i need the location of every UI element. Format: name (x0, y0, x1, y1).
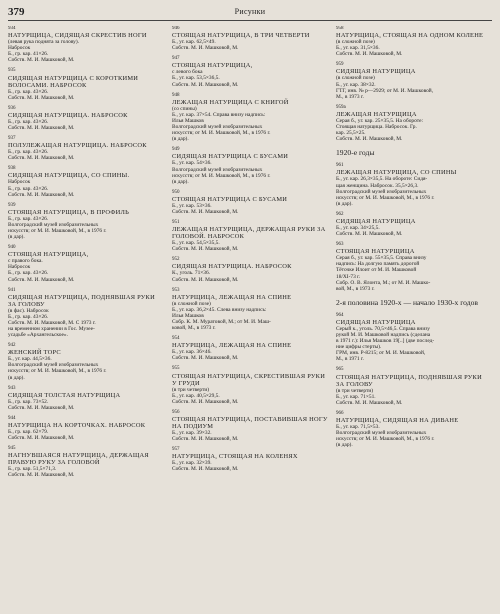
entry-number: 953 (172, 287, 180, 293)
entry-title: СТОЯЩАЯ НАТУРЩИЦА (336, 248, 415, 256)
entry-detail-line: Собств. М. И. Машковой, М. (8, 94, 75, 101)
entry-title: СТОЯЩАЯ НАТУРЩИЦА, ПОДНЯВШАЯ РУКИ ЗА ГОЛОВУ (336, 373, 482, 388)
entry-title: СИДЯЩАЯ НАТУРЩИЦА С БУСАМИ (172, 153, 289, 161)
entry-title: НАТУРЩИЦА, СИДЯЩАЯ СКРЕСТИВ НОГИ (8, 32, 147, 40)
entry-detail-line: Собств. М. И. Машковой, М. (336, 231, 403, 238)
entry-detail-line: Собств. М. И. Машковой, М. (8, 57, 75, 64)
entry-title: НАТУРЩИЦА НА КОРТОЧКАХ. НАБРОСОК (8, 422, 146, 430)
entry-detail-line: на временном хранении в Гос. Музее- (8, 326, 95, 332)
entry-detail-line: искусств; от М. И. Машковой, М., в 1976 г. (172, 172, 271, 179)
catalog-entry (172, 93, 328, 143)
catalog-entry (8, 343, 164, 380)
catalog-entry (172, 447, 328, 472)
entry-detail-line: Волгоградский музей изобразительных (8, 362, 99, 369)
catalog-entry (336, 212, 492, 237)
catalog-entry (336, 242, 492, 292)
catalog-entry (172, 336, 328, 361)
entry-detail-line: Тёточке Илоит от М. И. Машковой (336, 267, 417, 274)
entry-detail-line: К., уголь. 71×36. (172, 270, 211, 277)
entry-detail-line: Б., гр. кар. 43×26. (8, 88, 49, 95)
catalog-entry (8, 416, 164, 441)
catalog-entry (172, 147, 328, 184)
entry-detail-line: Илья Машков (172, 117, 204, 124)
entry-detail-line: Б., уг. кар. 39×32. (172, 429, 212, 436)
entry-number: 948 (172, 92, 180, 98)
entry-title: СТОЯЩАЯ НАТУРЩИЦА, ПОСТАВИВШАЯ НОГУ НА ПОДИУМ (172, 415, 328, 430)
entry-detail-line: Волгоградский музей изобразительных (336, 188, 427, 195)
catalog-entry (8, 203, 164, 240)
entry-title: СТОЯЩАЯ НАТУРЩИЦА, (172, 62, 253, 70)
entry-number: 962 (336, 211, 344, 217)
entry-detail-line: Стоящая натурщица. Набросок. Гр. (336, 124, 417, 131)
entry-title: ПОЛУЛЕЖАЩАЯ НАТУРЩИЦА. НАБРОСОК (8, 142, 147, 150)
catalog-entry (172, 26, 328, 51)
entry-number: 951 (172, 220, 180, 226)
entry-detail-line: Б., уг. кар. 36×46. (172, 349, 212, 356)
column-1 (8, 26, 164, 610)
entry-detail-line: Б., уг. кар. 34×25,5. (336, 224, 380, 231)
entry-detail-line: Б., уг. кар. 36,2×45. Слева внизу надпись: (172, 306, 267, 313)
running-head: Рисунки (234, 7, 266, 16)
entry-title: НАТУРЩИЦА, СТОЯЩАЯ НА КОЛЕНЯХ (172, 453, 298, 461)
entry-detail-line: Б., гр. кар. 62×79. (8, 429, 49, 436)
entry-detail-line: Б., уг. кар. 54×36. (172, 160, 212, 167)
entry-number: 939 (8, 202, 16, 208)
header-rule (8, 20, 492, 21)
entry-detail-line: (в сложной позе) (172, 300, 211, 307)
entry-detail-line: (в фас). Набросок (8, 307, 49, 314)
entry-detail-line: Б., гр. кар. 41×26. (8, 51, 49, 58)
catalog-entry (8, 386, 164, 411)
catalog-entry (8, 26, 164, 63)
entry-detail-line: Собств. М. И. Машковой, М. (336, 51, 403, 58)
entry-number: 950 (172, 189, 180, 195)
entry-detail-line: усадьбе «Архангельское». (8, 332, 68, 339)
entry-title: СИДЯЩАЯ НАТУРЩИЦА. НАБРОСОК (172, 263, 292, 271)
entry-detail-line: (в дар). (8, 374, 25, 381)
entry-detail-line: Б., уг. кар. 32×39. (172, 460, 212, 467)
catalog-entry (8, 136, 164, 161)
entry-detail-line: щая женщина. Набросок. 35,5×26,3. (336, 182, 419, 189)
entry-number: 961 (336, 163, 344, 169)
entry-detail-line: Б., гр. кар. 43×26. (8, 270, 49, 277)
catalog-entry (336, 62, 492, 99)
entry-detail-line: Собств. М. И. Машковой, М. (172, 355, 239, 362)
entry-detail-line: ГТГ, инв. № р—2929; от М. И. Машковой, (336, 87, 434, 94)
entry-title: СИДЯЩАЯ НАТУРЩИЦА. НАБРОСОК (8, 111, 128, 119)
entry-detail-line: Б., уг. кар. 54,5×35,5. (172, 240, 220, 247)
entry-number: 964 (336, 312, 344, 318)
entry-detail-line: Б., гр. кар. 43×26. (8, 185, 49, 192)
catalog-entry (336, 163, 492, 207)
catalog-entry (172, 220, 328, 252)
entry-detail-line: искусств; от М. И. Машковой, М., в 1976 г. (8, 227, 107, 234)
entry-detail-line: (в дар). (336, 200, 353, 207)
entry-detail-line: Б., уг. кар. 44,5×36. (8, 356, 52, 363)
entry-detail-line: Собств. М. И. Машковой, М. (172, 45, 239, 52)
entry-detail-line: Илья Машков (172, 312, 204, 319)
entry-number: 940 (8, 245, 16, 251)
entry-detail-line: искусств; от М. И. Машковой, М., в 1976 г. (172, 130, 271, 137)
entry-number: 963 (336, 242, 344, 248)
entry-detail-line: в 1971 г.): Илья Машков 19[..] (две послед- (336, 338, 435, 345)
entry-detail-line: (со спины) (172, 105, 197, 112)
entry-detail-line: искусств; от М. И. Машковой, М., в 1976 г. (336, 194, 435, 201)
entry-title: СТОЯЩАЯ НАТУРЩИЦА С БУСАМИ (172, 195, 288, 203)
entry-detail-line: (в дар). (336, 442, 353, 449)
entry-detail-line: 18/XI-73 г. (336, 273, 361, 280)
column-2 (172, 26, 328, 610)
entry-title: ЖЕНСКИЙ ТОРС (8, 349, 61, 357)
entry-title: НАТУРЩИЦА, СТОЯЩАЯ НА ОДНОМ КОЛЕНЕ (336, 32, 484, 40)
section-heading: 1920-е годы (336, 148, 375, 158)
entry-title: СТОЯЩАЯ НАТУРЩИЦА, СКРЕСТИВШАЯ РУКИ У ГРУДИ (172, 372, 326, 387)
entry-number: 957 (172, 447, 180, 453)
entry-detail-line: Волгоградский музей изобразительных (172, 166, 263, 173)
entry-detail-line: (в сложной позе) (336, 39, 375, 46)
entry-number: 943 (8, 385, 16, 391)
entry-detail-line: Собств. М. И. Машковой, М. (172, 466, 239, 473)
entry-title: НАТУРЩИЦА, СИДЯЩАЯ НА ДИВАНЕ (336, 416, 459, 424)
entry-detail-line: Собств. М. И. Машковой, М. (8, 124, 75, 131)
entry-detail-line: Б., гр. кар. 43×26. (8, 118, 49, 125)
entry-detail-line: Б., уг. кар. 71×51. (336, 393, 376, 400)
entry-detail-line: Собств. М. И. Машковой, М. (8, 191, 75, 198)
entry-title: НАТУРЩИЦА, ЛЕЖАЩАЯ НА СПИНЕ (172, 342, 292, 350)
entry-title: ЛЕЖАЩАЯ НАТУРЩИЦА (336, 110, 417, 118)
entry-detail-line: кар. 25,5×25. (336, 130, 366, 137)
entry-number: 936 (8, 105, 16, 111)
page-header (8, 6, 492, 20)
entry-detail-line: с левого бока (172, 69, 203, 76)
entry-detail-line: Б., уг. кар. 62,5×49. (172, 39, 216, 46)
entry-title: СИДЯЩАЯ НАТУРЩИЦА (336, 68, 416, 76)
entry-detail-line: надпись: На долгую память дорогой (336, 261, 420, 268)
entry-detail-line: Волгоградский музей изобразительных (172, 124, 263, 131)
entry-number: 956 (172, 409, 180, 415)
catalog-entry (336, 26, 492, 57)
catalog-entry (336, 411, 492, 448)
entry-title: ЛЕЖАЩАЯ НАТУРЩИЦА С КНИГОЙ (172, 98, 289, 106)
entry-detail-line: (в сложной позе) (336, 75, 375, 82)
catalog-entry (172, 410, 328, 442)
entry-number: 959а (336, 104, 346, 110)
catalog-entry (8, 245, 164, 282)
entry-detail-line: Волгоградский музей изобразительных (8, 221, 99, 228)
entry-detail-line: Собств. М. И. Машковой, М. С 1973 г. (8, 319, 96, 326)
entry-number: 949 (172, 147, 180, 153)
entry-detail-line: М., в 1971 г. (336, 356, 364, 363)
entry-detail-line: Б., уг. кар. 40,5×29,5. (172, 392, 220, 399)
entry-detail-line: Б., уг. кар. 26,3×35,5. На обороте: Сидя- (336, 176, 428, 183)
entry-title: СТОЯЩАЯ НАТУРЩИЦА, В ПРОФИЛЬ (8, 208, 130, 216)
entry-detail-line: вой, М., в 1973 г. (336, 285, 375, 292)
entry-number: 947 (172, 56, 180, 62)
entry-detail-line: Собств. М. И. Машковой, М. (336, 136, 403, 143)
entry-detail-line: ковой, М., в 1973 г. (172, 325, 216, 332)
entry-detail-line: Б., уг. кар. 53,5×36,5. (172, 75, 220, 82)
entry-detail-line: Б., гр. кар. 43×26. (8, 215, 49, 222)
entry-detail-line: с правого бока. (8, 258, 43, 265)
catalog-entry (8, 68, 164, 100)
catalog-entry (8, 288, 164, 339)
entry-title: СИДЯЩАЯ НАТУРЩИЦА, СО СПИНЫ. (8, 172, 130, 180)
entry-title: СИДЯЩАЯ ТОЛСТАЯ НАТУРЩИЦА (8, 391, 121, 399)
entry-detail-line: Набросок (8, 179, 31, 186)
entry-title: СИДЯЩАЯ НАТУРЩИЦА, ПОДНЯВШАЯ РУКИ ЗА ГОЛОВУ (8, 293, 155, 308)
entry-number: 934 (8, 26, 16, 31)
entry-title: НАТУРЩИЦА, ЛЕЖАЩАЯ НА СПИНЕ (172, 293, 292, 301)
entry-title: СТОЯЩАЯ НАТУРЩИЦА, В ТРИ ЧЕТВЕРТИ (172, 32, 310, 40)
entry-detail-line: ГРМ, инв. Р-8215; от М. И. Машковой, (336, 350, 426, 357)
entry-detail-line: Собств. М. И. Машковой, М. (172, 398, 239, 405)
entry-detail-line: Собр. О. В. Ялонта, М.; от М. И. Машко- (336, 279, 431, 286)
entry-detail-line: Собств. М. И. Машковой, М. (8, 276, 75, 283)
entry-number: 944 (8, 415, 16, 421)
entry-detail-line: Б., гр. кар. 73×52. (8, 398, 49, 405)
page-number: 379 (8, 6, 25, 18)
entry-detail-line: (в дар). (8, 234, 25, 241)
catalog-entry (336, 313, 492, 363)
entry-detail-line: рукой М. И. Машковой надпись (сделана (336, 332, 431, 338)
column-3 (336, 26, 492, 610)
entry-detail-line: Серая б., уг. кар. 25×35,5. На обороте: (336, 117, 423, 124)
catalog-entry (172, 190, 328, 215)
entry-detail-line: Б., уг. кар. 38×32. (336, 81, 376, 88)
entry-detail-line: Собств. М. И. Машковой, М. (172, 81, 239, 88)
catalog-entry (172, 257, 328, 282)
entry-detail-line: Собств. М. И. Машковой, М. (8, 155, 75, 162)
entry-detail-line: (в дар). (172, 178, 189, 185)
entry-detail-line: искусств; от М. И. Машковой, М., в 1976 г. (336, 436, 435, 443)
entry-detail-line: Б., уг. кар. 53×36. (172, 202, 212, 209)
entry-title: НАГНУВШАЯСЯ НАТУРЩИЦА, ДЕРЖАЩАЯ ПРАВУЮ РУКУ ЗА ГОЛОВОЙ (8, 452, 149, 467)
entry-number: 959 (336, 62, 344, 68)
entry-number: 937 (8, 136, 16, 142)
catalog-entry (336, 105, 492, 142)
entry-detail-line: (в дар). (172, 136, 189, 143)
catalog-entry (8, 166, 164, 197)
entry-detail-line: Собств. М. И. Машковой, М. (172, 436, 239, 443)
entry-number: 965 (336, 367, 344, 373)
entry-detail-line: Б., уг. кар. 37×54. Справа внизу надпись: (172, 111, 266, 118)
entry-title: СИДЯЩАЯ НАТУРЩИЦА (336, 217, 416, 225)
entry-detail-line: Б., гр. кар. 51,5×71,3. (8, 466, 57, 473)
entry-detail-line: М., в 1973 г. (336, 93, 364, 100)
entry-detail-line: Собр. К. М. Муратовой, М.; от М. И. Маш- (172, 319, 271, 325)
catalog-entry (172, 366, 328, 404)
entry-detail-line: Б., гр. кар. 43×26. (8, 149, 49, 156)
entry-detail-line: Б., уг. кар. 31,5×36. (336, 45, 380, 52)
entry-detail-line: Набросок (8, 264, 31, 271)
entry-title: ЛЕЖАЩАЯ НАТУРЩИЦА, СО СПИНЫ (336, 169, 457, 177)
catalog-entry (172, 56, 328, 87)
entry-number: 935 (8, 68, 16, 74)
entry-title: СИДЯЩАЯ НАТУРЩИЦА С КОРОТКИМИ ВОЛОСАМИ. НАБРОСОК (8, 74, 139, 89)
entry-title: ЛЕЖАЩАЯ НАТУРЩИЦА, ДЕРЖАЩАЯ РУКИ ЗА ГОЛОВОЙ. НАБРОСОК (172, 226, 326, 241)
entry-detail-line: Собств. М. И. Машковой, М. (336, 399, 403, 406)
entry-detail-line: Собств. М. И. Машковой, М. (172, 246, 239, 253)
entry-detail-line: (левая рука поднята за голову). (8, 39, 80, 46)
catalog-entry (8, 106, 164, 131)
entry-number: 952 (172, 257, 180, 263)
entry-detail-line: Волгоградский музей изобразительных (336, 430, 427, 437)
catalog-entry (172, 288, 328, 332)
entry-number: 954 (172, 336, 180, 342)
entry-detail-line: Набросок (8, 45, 31, 52)
entry-title: СТОЯЩАЯ НАТУРЩИЦА, (8, 251, 89, 259)
entry-detail-line: искусств; от М. И. Машковой, М., в 1976 г. (8, 368, 107, 375)
entry-detail-line: Б., уг. кар. 71,5×53. (336, 423, 380, 430)
entry-number: 945 (8, 446, 16, 452)
entry-detail-line: (в три четверти) (172, 386, 210, 393)
entry-title: СИДЯЩАЯ НАТУРЩИЦА (336, 318, 416, 326)
entry-number: 942 (8, 343, 16, 349)
entry-detail-line: Собств. М. И. Машковой, М. (8, 472, 75, 479)
entry-detail-line: Серый к., уголь. 70,5×46,5. Справа внизу (336, 325, 430, 332)
entry-detail-line: Собств. М. И. Машковой, М. (8, 404, 75, 411)
entry-detail-line: Б., гр. кар. 43×26. (8, 313, 49, 320)
catalog-entry (8, 446, 164, 478)
entry-number: 955 (172, 366, 180, 372)
entry-detail-line: Собств. М. И. Машковой, М. (8, 435, 75, 442)
entry-detail-line: Серая б., уг. кар. 55×35,5. Справа внизу (336, 255, 427, 262)
entry-number: 946 (172, 26, 180, 31)
entry-number: 958 (336, 26, 344, 31)
entry-detail-line: Собств. М. И. Машковой, М. (172, 276, 239, 283)
catalog-entry (336, 367, 492, 405)
entry-detail-line: Собств. М. И. Машковой, М. (172, 208, 239, 215)
entry-detail-line: ние цифры стерты). (336, 344, 382, 351)
section-heading: 2-я половина 1920-х — начало 1930-х годов (336, 297, 478, 307)
text-columns (8, 26, 492, 610)
entry-number: 941 (8, 287, 16, 293)
entry-number: 966 (336, 410, 344, 416)
entry-detail-line: (в три четверти) (336, 387, 374, 394)
entry-number: 938 (8, 166, 16, 172)
